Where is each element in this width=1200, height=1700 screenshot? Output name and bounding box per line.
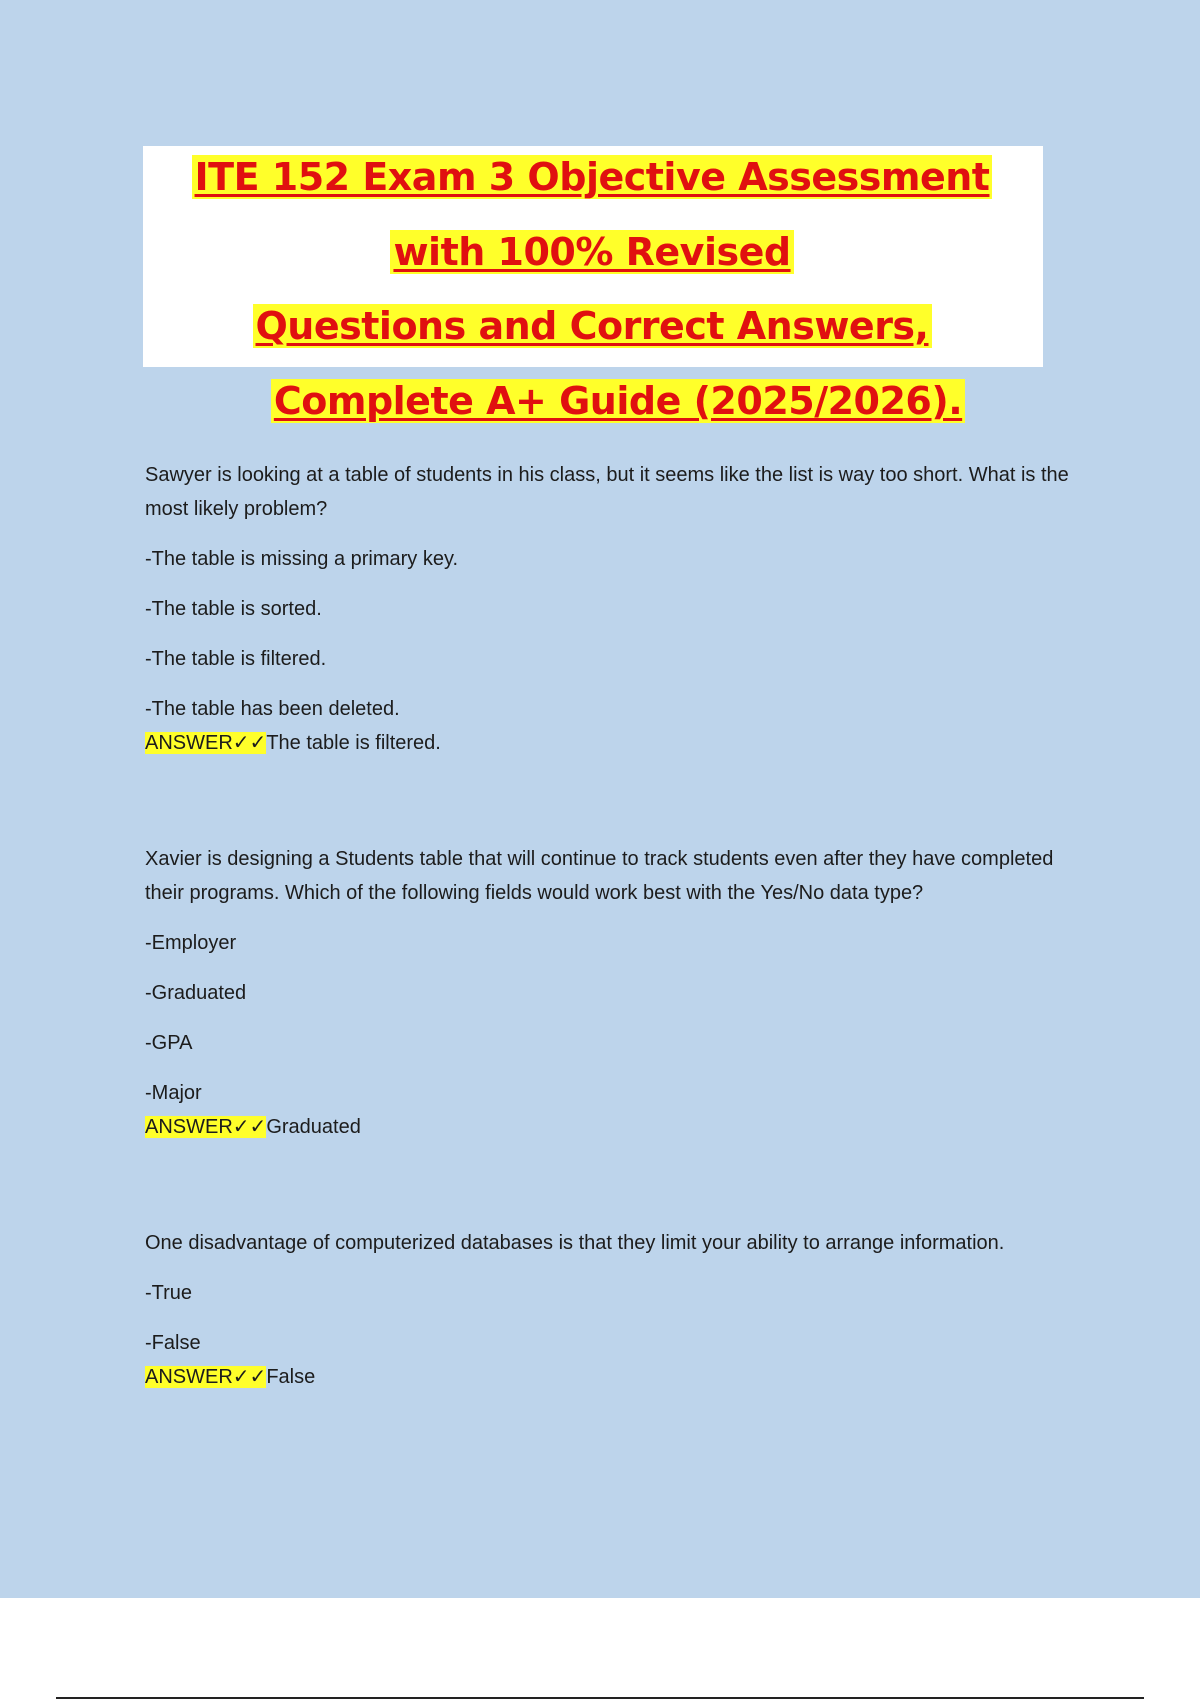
question-text: Xavier is designing a Students table that will continue to track students even after they have completed their programs. Which of the following fields would work best with the Yes/No data type? xyxy=(145,848,1054,904)
title-text-4: Complete A+ Guide (2025/2026). xyxy=(271,379,965,423)
answer-text: The table is filtered. xyxy=(266,732,441,754)
correct-answer xyxy=(145,726,1085,760)
answer-option: -The table has been deleted. xyxy=(145,698,400,720)
title-line-1 xyxy=(0,154,1192,200)
question-text: Sawyer is looking at a table of students in his class, but it seems like the list is way too short. What is the most likely problem? xyxy=(145,464,1069,520)
answer-option: -GPA xyxy=(145,1032,193,1054)
question-block-3 xyxy=(145,1226,1085,1394)
title-line-4 xyxy=(18,378,1200,424)
answer-option: -False xyxy=(145,1332,201,1354)
title-text-2: with 100% Revised xyxy=(390,230,793,274)
correct-answer xyxy=(145,1110,1085,1144)
answer-option: -Graduated xyxy=(145,982,247,1004)
footer-rule xyxy=(56,1697,1144,1699)
answer-option: -True xyxy=(145,1282,193,1304)
answer-option: -The table is filtered. xyxy=(145,648,327,670)
answer-text: False xyxy=(266,1366,316,1388)
answer-option: -The table is missing a primary key. xyxy=(145,548,459,570)
answer-label: ANSWER✓✓ xyxy=(145,1116,267,1138)
title-text-3: Questions and Correct Answers, xyxy=(253,304,932,348)
title-line-2 xyxy=(0,229,1192,275)
question-block-2 xyxy=(145,842,1085,1144)
questions-list xyxy=(145,458,1085,1476)
question-text: One disadvantage of computerized databases is that they limit your ability to arrange information. xyxy=(145,1232,1005,1254)
answer-label: ANSWER✓✓ xyxy=(145,732,267,754)
correct-answer xyxy=(145,1360,1085,1394)
answer-option: -Major xyxy=(145,1082,202,1104)
title-text-1: ITE 152 Exam 3 Objective Assessment xyxy=(192,155,993,199)
answer-text: Graduated xyxy=(266,1116,361,1138)
answer-label: ANSWER✓✓ xyxy=(145,1366,267,1388)
title-line-3 xyxy=(0,303,1192,349)
answer-option: -Employer xyxy=(145,932,237,954)
question-block-1 xyxy=(145,458,1085,760)
answer-option: -The table is sorted. xyxy=(145,598,322,620)
